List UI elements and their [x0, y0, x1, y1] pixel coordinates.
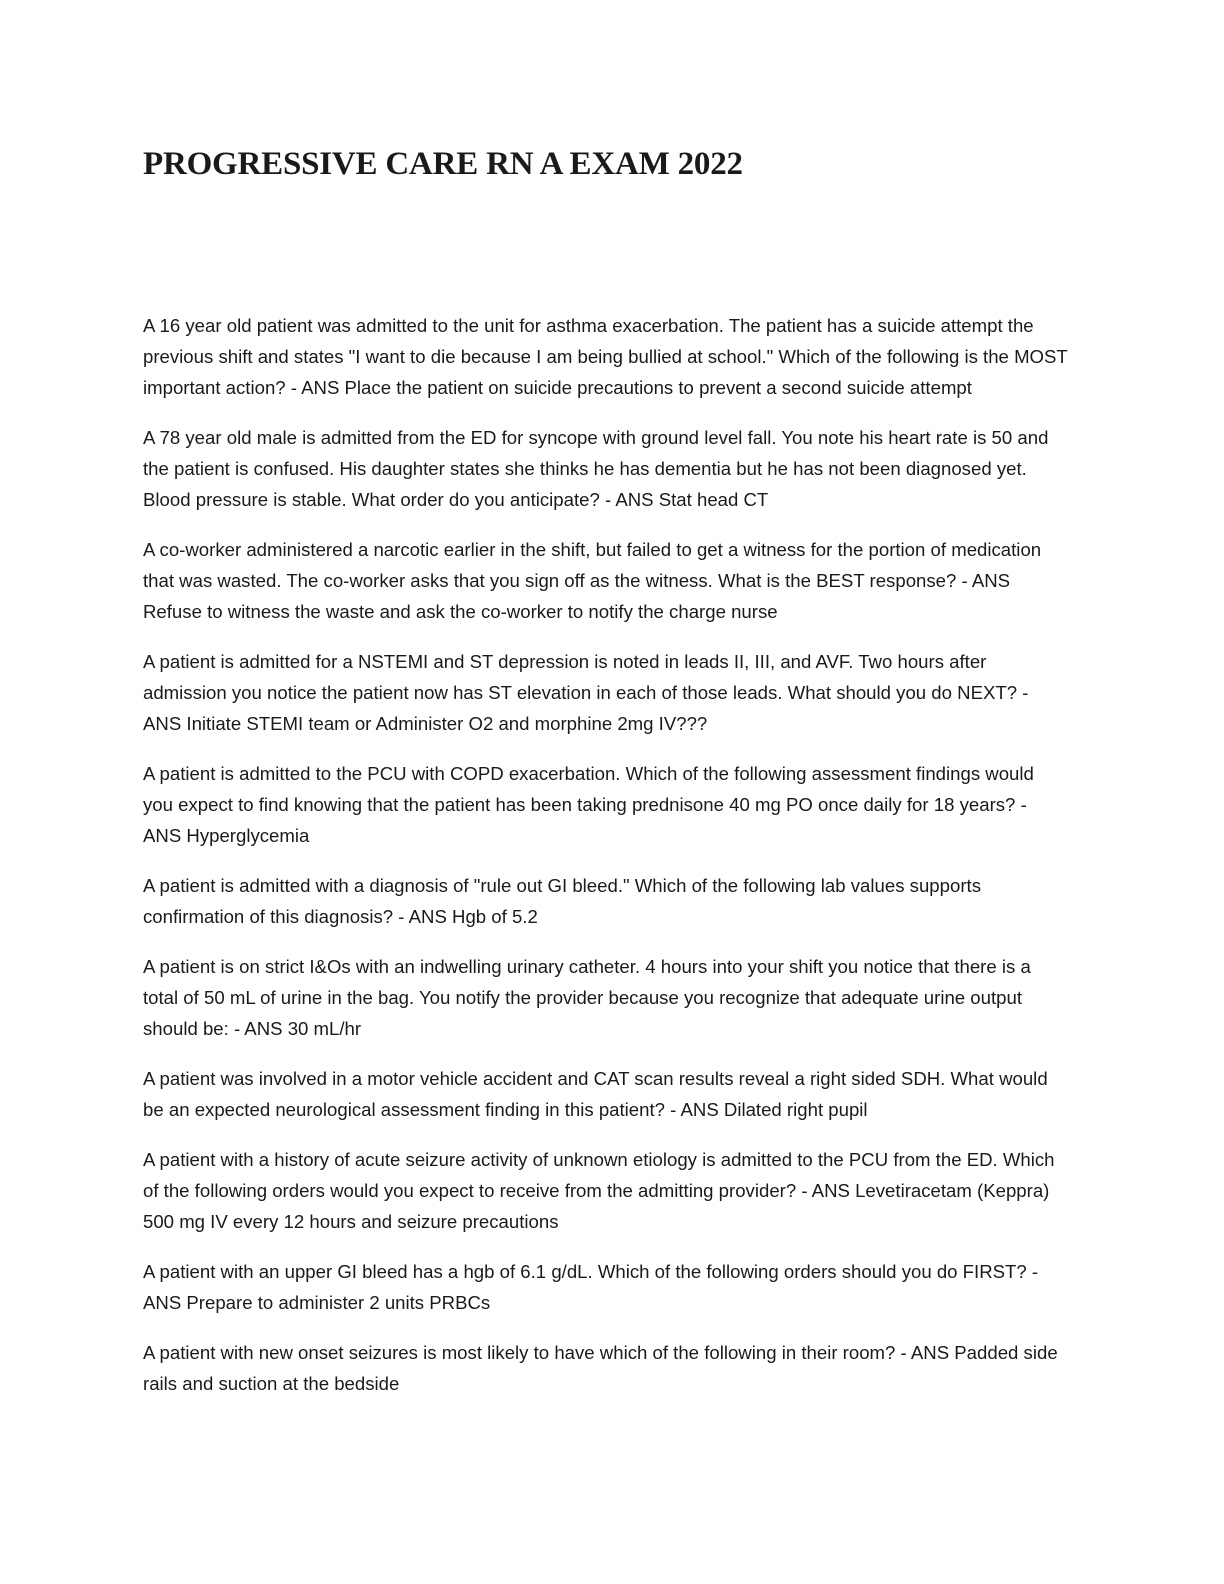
qa-item-9: A patient with a history of acute seizure activity of unknown etiology is admitted to the PCU from the ED. Which of the following orders would you expect to receive from the admitting provider? - ANS Levetiracetam (Keppra) 500 mg IV every 12 hours and seizure precautions: [143, 1149, 1055, 1232]
qa-item-7: A patient is on strict I&Os with an indwelling urinary catheter. 4 hours into your shift you notice that there is a total of 50 mL of urine in the bag. You notify the provider because you recognize that adequate urine output should be: - ANS 30 mL/hr: [143, 956, 1031, 1039]
qa-item-10: A patient with an upper GI bleed has a hgb of 6.1 g/dL. Which of the following orders should you do FIRST? - ANS Prepare to administer 2 units PRBCs: [143, 1261, 1039, 1313]
qa-item-2: A 78 year old male is admitted from the ED for syncope with ground level fall. You note his heart rate is 50 and the patient is confused. His daughter states she thinks he has dementia but he has not been diagnosed yet. Blood pressure is stable. What order do you anticipate? - ANS Stat head CT: [143, 427, 1049, 510]
qa-item-11: A patient with new onset seizures is most likely to have which of the following in their room? - ANS Padded side rails and suction at the bedside: [143, 1342, 1058, 1394]
document-title: PROGRESSIVE CARE RN A EXAM 2022: [143, 146, 743, 182]
qa-item-6: A patient is admitted with a diagnosis of "rule out GI bleed." Which of the following lab values supports confirmation of this diagnosis? - ANS Hgb of 5.2: [143, 875, 981, 927]
qa-item-4: A patient is admitted for a NSTEMI and ST depression is noted in leads II, III, and AVF. Two hours after admission you notice the patient now has ST elevation in each of those leads. What should you do NEXT? - ANS Initiate STEMI team or Administer O2 and morphine 2mg IV???: [143, 651, 1029, 734]
qa-item-3: A co-worker administered a narcotic earlier in the shift, but failed to get a witness for the portion of medication that was wasted. The co-worker asks that you sign off as the witness. What is the BEST response? - ANS Refuse to witness the waste and ask the co-worker to notify the charge nurse: [143, 539, 1042, 622]
qa-item-8: A patient was involved in a motor vehicle accident and CAT scan results reveal a right sided SDH. What would be an expected neurological assessment finding in this patient? - ANS Dilated right pupil: [143, 1068, 1048, 1120]
qa-item-5: A patient is admitted to the PCU with COPD exacerbation. Which of the following assessment findings would you expect to find knowing that the patient has been taking prednisone 40 mg PO once daily for 18 years? - ANS Hyperglycemia: [143, 763, 1034, 846]
qa-item-1: A 16 year old patient was admitted to the unit for asthma exacerbation. The patient has a suicide attempt the previous shift and states "I want to die because I am being bullied at school." Which of the following is the MOST important action? - ANS Place the patient on suicide precautions to prevent a second suicide attempt: [143, 315, 1068, 398]
question-answer-list: [143, 310, 1068, 1418]
